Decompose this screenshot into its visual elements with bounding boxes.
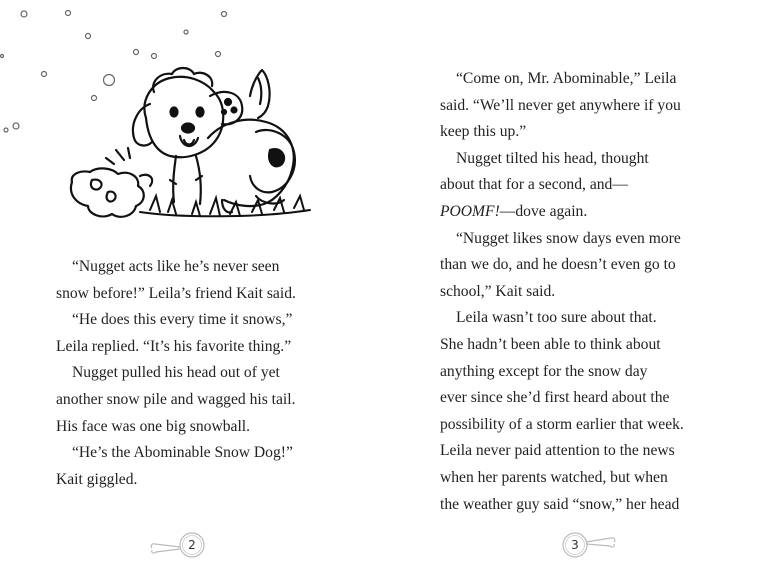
page-number-left <box>148 530 238 560</box>
text-line: snow before!” Leila’s friend Kait said. <box>56 284 296 302</box>
text-line: Nugget pulled his head out of yet <box>72 364 280 382</box>
text-line: keep this up.” <box>440 123 527 141</box>
text-fragment: —dove again. <box>499 202 588 220</box>
text-line: another snow pile and wagged his tail. <box>56 390 296 408</box>
puppy <box>133 68 295 212</box>
poomf-word: POOMF! <box>440 202 500 220</box>
text-line: possibility of a storm earlier that week. <box>440 415 684 433</box>
text-line: when her parents watched, but when <box>440 468 668 486</box>
text-line: She hadn’t been able to think about <box>440 335 661 353</box>
text-line: the weather guy said “snow,” her head <box>440 495 680 513</box>
puppy-snow-illustration <box>0 0 384 240</box>
text-line: His face was one big snowball. <box>56 417 251 435</box>
text-line: than we do, and he doesn’t even go to <box>440 256 676 274</box>
text-line: Leila wasn’t too sure about that. <box>456 309 657 327</box>
page-number-text: 3 <box>571 538 579 552</box>
right-page-text <box>440 66 684 518</box>
right-page <box>384 0 768 576</box>
text-line: “He does this every time it snows,” <box>72 311 293 329</box>
page-number-text: 2 <box>188 538 196 552</box>
text-line-poomf <box>440 199 684 226</box>
text-line: ever since she’d first heard about the <box>440 389 670 407</box>
text-line: “He’s the Abominable Snow Dog!” <box>72 444 293 462</box>
text-line: Leila never paid attention to the news <box>440 442 675 460</box>
text-line: said. “We’ll never get anywhere if you <box>440 96 681 114</box>
text-line: “Nugget likes snow days even more <box>456 229 681 247</box>
left-page-text <box>56 254 296 493</box>
text-line: school,” Kait said. <box>440 282 556 300</box>
text-line: “Nugget acts like he’s never seen <box>72 258 280 275</box>
text-line: Kait giggled. <box>56 470 138 488</box>
text-line: anything except for the snow day <box>440 362 648 380</box>
text-line: “Come on, Mr. Abominable,” Leila <box>456 70 677 87</box>
page-number-right <box>528 530 618 560</box>
text-line: Leila replied. “It’s his favorite thing.” <box>56 337 292 355</box>
text-line: Nugget tilted his head, thought <box>456 149 649 167</box>
text-line: about that for a second, and— <box>440 176 628 194</box>
